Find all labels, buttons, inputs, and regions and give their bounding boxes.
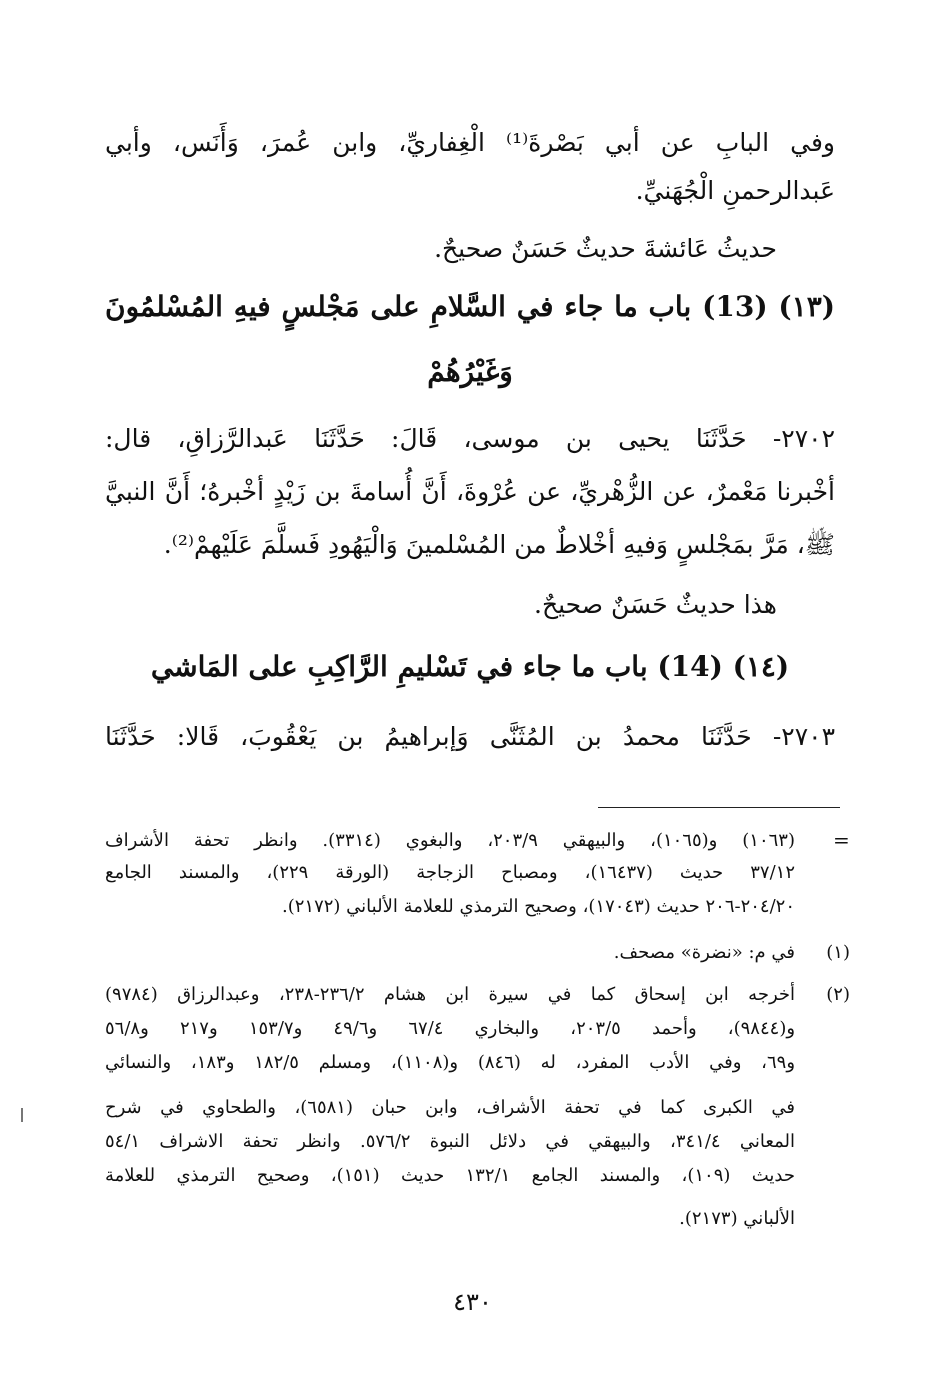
- body-line-1: وفي البابِ عن أبي بَصْرةَ⁽¹⁾ الْغِفاريِّ، وابن عُمرَ، وَأَنَس، وأبي: [105, 128, 835, 157]
- body-line-3: حديثُ عَائشةَ حديثٌ حَسَنٌ صحيحٌ.: [434, 234, 777, 263]
- hadith-2702-line-1: ٢٧٠٢- حَدَّثَنَا يحيى بن موسى، قَالَ: حَدَّثَنَا عَبدالرَّزاقِ، قال:: [105, 424, 835, 453]
- body-line-2: عَبدالرحمنِ الْجُهَنيِّ.: [635, 176, 835, 205]
- continuation-marker: =: [833, 828, 850, 852]
- scan-speck: [21, 1108, 23, 1122]
- page-number: ٤٣٠: [453, 1288, 492, 1316]
- footnote-2-marker: (٢): [826, 984, 850, 1005]
- footnote-separator: [598, 807, 840, 808]
- footnote-2-line-4: في الكبرى كما في تحفة الأشراف، وابن حبان (٦٥٨١)، والطحاوي في شرح: [105, 1097, 795, 1118]
- footnote-2-line-2: و(٩٨٤٤)، وأحمد ٢٠٣/٥، والبخاري ٦٧/٤ و٤٩/٦ و١٥٣/٧ و٢١٧ و٥٦/٨: [105, 1018, 796, 1039]
- footnote-2-line-5: المعاني ٣٤١/٤، والبيهقي في دلائل النبوة ٥٧٦/٢. وانظر تحفة الاشراف ٥٤/١: [105, 1131, 795, 1152]
- hadith-2702-line-2: أخْبرنا مَعْمرٌ، عن الزُّهْريِّ، عن عُرْوةَ، أَنَّ أُسامةَ بن زَيْدٍ أخْبرهُ؛ أَنَّ النبيَّ: [105, 477, 835, 506]
- footnote-continuation-line-1: (١٠٦٣) و(١٠٦٥)، والبيهقي ٢٠٣/٩، والبغوي (٣٣١٤). وانظر تحفة الأشراف: [105, 830, 795, 851]
- footnote-2-line-7: الألباني (٢١٧٣).: [679, 1208, 795, 1229]
- footnote-2-line-3: و٦٩، وفي الأدب المفرد، له (٨٤٦) و(١١٠٨)، ومسلم ١٨٢/٥ و١٨٣، والنسائي: [105, 1052, 796, 1073]
- footnote-2-line-6: حديث (١٠٩)، والمسند الجامع ١٣٢/١ حديث (١٥١)، وصحيح الترمذي للعلامة: [105, 1165, 795, 1186]
- hadith-2702-grading: هذا حديثٌ حَسَنٌ صحيحٌ.: [534, 590, 777, 619]
- footnote-continuation-line-2: ٣٧/١٢ حديث (١٦٤٣٧)، ومصباح الزجاجة (الورقة ٢٢٩)، والمسند الجامع: [105, 862, 795, 883]
- chapter-heading-14: (١٤) (14) باب ما جاء في تَسْليمِ الرَّاكِبِ على المَاشي: [150, 650, 790, 683]
- footnote-continuation-line-3: ٢٠٤/٢٠-٢٠٦ حديث (١٧٠٤٣)، وصحيح الترمذي للعلامة الألباني (٢١٧٢).: [282, 896, 795, 917]
- hadith-2702-line-3: ﷺ، مَرَّ بمَجْلسٍ وَفيهِ أخْلاطٌ من المُسْلمينَ وَالْيَهُودِ فَسلَّمَ عَلَيْهمْ⁽²⁾.: [163, 530, 835, 559]
- footnote-2-line-1: أخرجه ابن إسحاق كما في سيرة ابن هشام ٢٣٦/٢-٢٣٨، وعبدالرزاق (٩٧٨٤): [105, 984, 796, 1005]
- hadith-2703-line-1: ٢٧٠٣- حَدَّثَنَا محمدُ بن المُثَنَّى وَإبراهيمُ بن يَعْقُوبَ، قَالا: حَدَّثَنَا: [105, 722, 835, 751]
- footnote-1-marker: (١): [826, 942, 850, 963]
- footnote-1-text: في م: «نضرة» مصحف.: [613, 942, 795, 963]
- chapter-heading-13-continued: وَغَيْرُهُمْ: [427, 355, 513, 388]
- chapter-heading-13: (١٣) (13) باب ما جاء في السَّلامِ على مَجْلسٍ فيهِ المُسْلمُونَ: [105, 290, 835, 323]
